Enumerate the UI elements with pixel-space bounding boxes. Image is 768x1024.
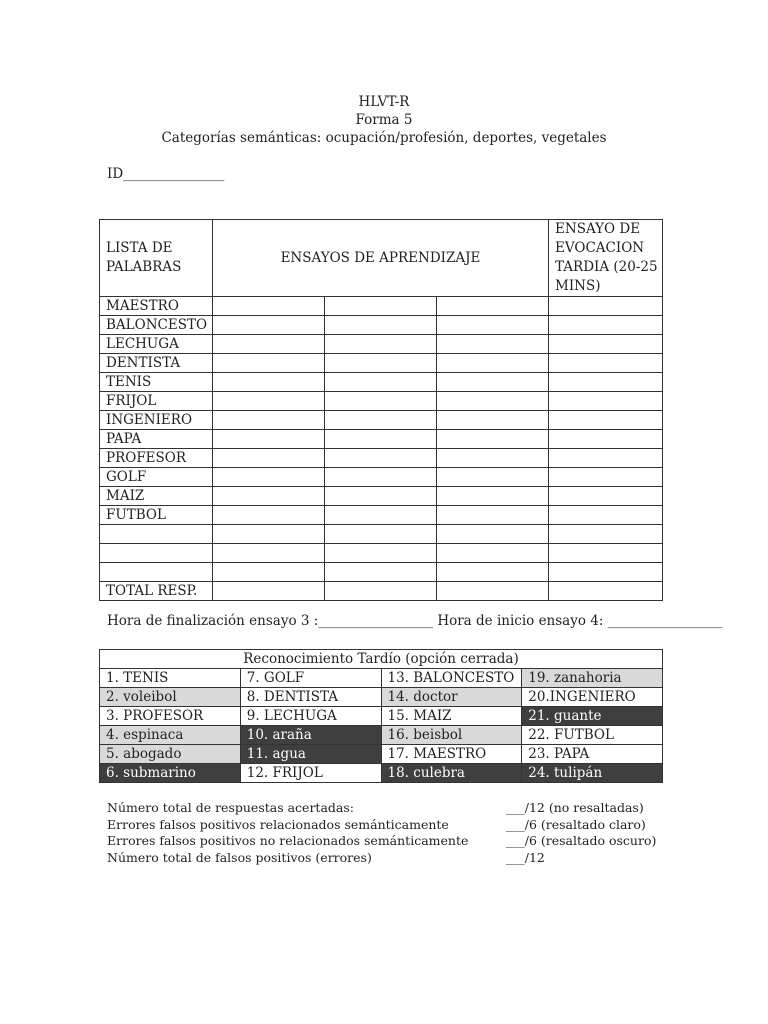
recognition-item[interactable]: 18. culebra — [381, 764, 522, 783]
word-list-header: LISTA DE PALABRAS — [100, 220, 213, 297]
word-row — [100, 373, 663, 392]
recognition-item[interactable]: 10. araña — [240, 726, 381, 745]
trial-3-cell[interactable] — [437, 392, 549, 411]
recognition-item[interactable]: 2. voleibol — [100, 688, 241, 707]
word-cell: FRIJOL — [100, 392, 213, 411]
recognition-item[interactable]: 15. MAIZ — [381, 707, 522, 726]
word-cell — [100, 544, 213, 563]
trial-2-cell[interactable] — [324, 297, 437, 316]
summary-label: Errores falsos positivos no relacionados semánticamente — [107, 833, 469, 848]
recognition-row — [100, 707, 663, 726]
word-row — [100, 411, 663, 430]
delayed-recall-cell[interactable] — [549, 544, 663, 563]
word-row — [100, 468, 663, 487]
summary-label: Errores falsos positivos relacionados semánticamente — [107, 816, 449, 832]
trial-1-cell[interactable] — [212, 544, 324, 563]
word-row — [100, 392, 663, 411]
delayed-recall-cell[interactable] — [549, 335, 663, 354]
trial-3-cell[interactable] — [437, 506, 549, 525]
word-row — [100, 563, 663, 582]
trial-3-cell[interactable] — [437, 297, 549, 316]
delayed-recall-cell[interactable] — [549, 411, 663, 430]
delayed-recall-cell[interactable] — [549, 354, 663, 373]
delayed-recall-cell[interactable] — [549, 487, 663, 506]
trial-1-cell[interactable] — [212, 335, 324, 354]
trial-2-cell[interactable] — [324, 487, 437, 506]
trial-time-line[interactable]: Hora de finalización ensayo 3 :_________________ Hora de inicio ensayo 4: _________________ — [107, 613, 723, 629]
trial-2-cell[interactable] — [324, 449, 437, 468]
trial-1-cell[interactable] — [212, 449, 324, 468]
recognition-item[interactable]: 3. PROFESOR — [100, 707, 241, 726]
recognition-item[interactable]: 8. DENTISTA — [240, 688, 381, 707]
form-categories: Categorías semánticas: ocupación/profesión, deportes, vegetales — [161, 130, 607, 146]
summary-score[interactable]: ___/6 (resaltado oscuro) — [506, 833, 657, 848]
word-cell: TENIS — [100, 373, 213, 392]
score-summary — [107, 800, 667, 866]
summary-score[interactable]: ___/6 (resaltado claro) — [506, 816, 646, 832]
recognition-item[interactable]: 17. MAESTRO — [381, 745, 522, 764]
delayed-recall-cell[interactable] — [549, 563, 663, 582]
word-cell: GOLF — [100, 468, 213, 487]
trial-3-cell[interactable] — [437, 430, 549, 449]
recognition-item[interactable]: 22. FUTBOL — [522, 726, 663, 745]
learning-trials-header: ENSAYOS DE APRENDIZAJE — [212, 220, 548, 297]
trial-1-cell[interactable] — [212, 430, 324, 449]
trial-1-cell[interactable] — [212, 525, 324, 544]
recognition-item[interactable]: 13. BALONCESTO — [381, 669, 522, 688]
recognition-title: Reconocimiento Tardío (opción cerrada) — [100, 650, 663, 669]
recognition-item[interactable]: 14. doctor — [381, 688, 522, 707]
word-row — [100, 316, 663, 335]
word-row — [100, 335, 663, 354]
summary-row — [107, 800, 667, 817]
trial-2-cell[interactable] — [324, 335, 437, 354]
summary-row — [107, 833, 667, 850]
word-row — [100, 430, 663, 449]
total-row — [100, 582, 663, 601]
trial-3-cell[interactable] — [437, 411, 549, 430]
trial-2-cell[interactable] — [324, 506, 437, 525]
delayed-recall-cell[interactable] — [549, 297, 663, 316]
trial-3-cell[interactable] — [437, 468, 549, 487]
summary-score[interactable]: ___/12 — [506, 849, 545, 865]
trial-1-cell[interactable] — [212, 392, 324, 411]
trial-3-cell[interactable] — [437, 449, 549, 468]
recognition-item[interactable]: 6. submarino — [100, 764, 241, 783]
total-cell[interactable] — [212, 582, 324, 601]
recognition-row — [100, 745, 663, 764]
recognition-item[interactable]: 9. LECHUGA — [240, 707, 381, 726]
recognition-item[interactable]: 21. guante — [522, 707, 663, 726]
trial-1-cell[interactable] — [212, 373, 324, 392]
form-version: Forma 5 — [355, 112, 413, 128]
form-header — [0, 93, 768, 147]
delayed-recall-cell[interactable] — [549, 373, 663, 392]
trial-1-cell[interactable] — [212, 297, 324, 316]
word-row — [100, 297, 663, 316]
word-cell: MAESTRO — [100, 297, 213, 316]
trial-1-cell[interactable] — [212, 506, 324, 525]
recognition-item[interactable]: 12. FRIJOL — [240, 764, 381, 783]
recognition-row — [100, 764, 663, 783]
word-row — [100, 449, 663, 468]
trial-2-cell[interactable] — [324, 563, 437, 582]
total-cell[interactable] — [549, 582, 663, 601]
trial-1-cell[interactable] — [212, 563, 324, 582]
summary-score[interactable]: ___/12 (no resaltadas) — [506, 800, 644, 815]
recognition-item[interactable]: 23. PAPA — [522, 745, 663, 764]
delayed-recall-cell[interactable] — [549, 525, 663, 544]
trial-3-cell[interactable] — [437, 487, 549, 506]
word-cell: MAIZ — [100, 487, 213, 506]
trial-2-cell[interactable] — [324, 392, 437, 411]
recognition-row — [100, 726, 663, 745]
delayed-recall-header: ENSAYO DE EVOCACION TARDIA (20-25 MINS) — [549, 220, 663, 297]
delayed-recall-cell[interactable] — [549, 316, 663, 335]
form-title: HLVT-R — [358, 94, 410, 110]
trial-1-cell[interactable] — [212, 411, 324, 430]
delayed-recall-cell[interactable] — [549, 430, 663, 449]
recognition-item[interactable]: 4. espinaca — [100, 726, 241, 745]
recognition-item[interactable]: 11. agua — [240, 745, 381, 764]
trial-2-cell[interactable] — [324, 544, 437, 563]
word-cell — [100, 563, 213, 582]
word-cell — [100, 525, 213, 544]
trial-2-cell[interactable] — [324, 525, 437, 544]
summary-row — [107, 817, 667, 834]
recognition-table — [99, 649, 663, 783]
word-cell: DENTISTA — [100, 354, 213, 373]
recognition-item[interactable]: 1. TENIS — [100, 669, 241, 688]
summary-label: Número total de falsos positivos (errores) — [107, 849, 372, 865]
trial-3-cell[interactable] — [437, 544, 549, 563]
id-field[interactable]: ID_______________ — [107, 166, 225, 182]
trial-2-cell[interactable] — [324, 316, 437, 335]
recognition-item[interactable]: 19. zanahoria — [522, 669, 663, 688]
word-cell: BALONCESTO — [100, 316, 213, 335]
word-row — [100, 354, 663, 373]
word-cell: INGENIERO — [100, 411, 213, 430]
trial-2-cell[interactable] — [324, 354, 437, 373]
recognition-item[interactable]: 20.INGENIERO — [522, 688, 663, 707]
total-label: TOTAL RESP. — [100, 582, 213, 601]
word-cell: FUTBOL — [100, 506, 213, 525]
trial-3-cell[interactable] — [437, 335, 549, 354]
trial-2-cell[interactable] — [324, 373, 437, 392]
trial-1-cell[interactable] — [212, 354, 324, 373]
trial-3-cell[interactable] — [437, 563, 549, 582]
recognition-item[interactable]: 5. abogado — [100, 745, 241, 764]
recognition-row — [100, 669, 663, 688]
delayed-recall-cell[interactable] — [549, 449, 663, 468]
delayed-recall-cell[interactable] — [549, 506, 663, 525]
trial-2-cell[interactable] — [324, 430, 437, 449]
recognition-item[interactable]: 7. GOLF — [240, 669, 381, 688]
trial-3-cell[interactable] — [437, 354, 549, 373]
recognition-item[interactable]: 16. beisbol — [381, 726, 522, 745]
word-row — [100, 525, 663, 544]
summary-label: Número total de respuestas acertadas: — [107, 800, 354, 815]
word-cell: LECHUGA — [100, 335, 213, 354]
trial-3-cell[interactable] — [437, 525, 549, 544]
summary-row — [107, 850, 667, 867]
trial-1-cell[interactable] — [212, 487, 324, 506]
recognition-item[interactable]: 24. tulipán — [522, 764, 663, 783]
total-cell[interactable] — [437, 582, 549, 601]
delayed-recall-cell[interactable] — [549, 468, 663, 487]
recognition-row — [100, 688, 663, 707]
trial-1-cell[interactable] — [212, 316, 324, 335]
word-cell: PAPA — [100, 430, 213, 449]
word-list-table — [99, 219, 663, 601]
total-cell[interactable] — [324, 582, 437, 601]
trial-2-cell[interactable] — [324, 411, 437, 430]
word-row — [100, 506, 663, 525]
delayed-recall-cell[interactable] — [549, 392, 663, 411]
word-cell: PROFESOR — [100, 449, 213, 468]
trial-3-cell[interactable] — [437, 373, 549, 392]
trial-1-cell[interactable] — [212, 468, 324, 487]
word-row — [100, 544, 663, 563]
trial-3-cell[interactable] — [437, 316, 549, 335]
trial-2-cell[interactable] — [324, 468, 437, 487]
word-row — [100, 487, 663, 506]
